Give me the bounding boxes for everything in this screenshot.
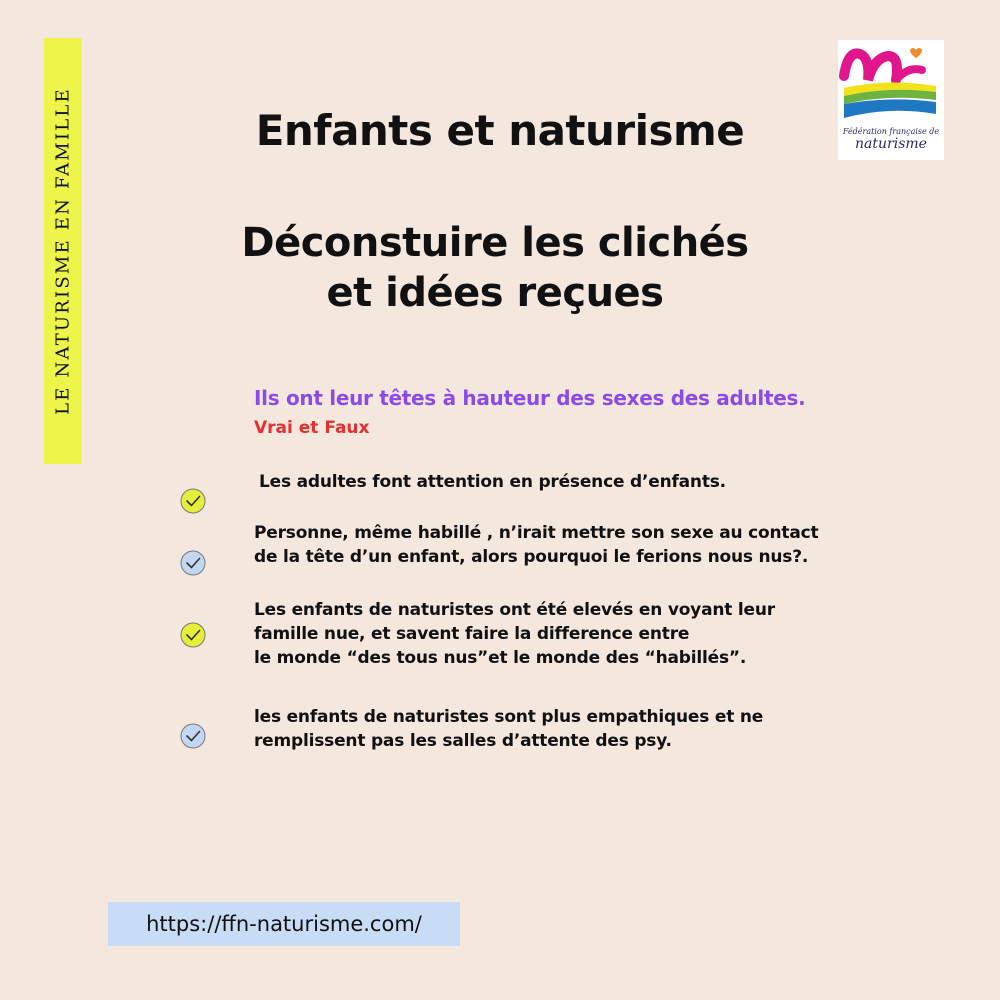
check-icon-circle bbox=[181, 551, 205, 575]
verdict-label: Vrai et Faux bbox=[254, 418, 370, 438]
list-item-line: Les enfants de naturistes ont été elevés en voyant leur bbox=[254, 600, 775, 620]
check-icon-circle bbox=[181, 724, 205, 748]
list-item bbox=[254, 521, 954, 569]
side-tag bbox=[44, 38, 82, 464]
website-url[interactable] bbox=[108, 902, 460, 946]
check-icon bbox=[180, 550, 206, 576]
check-icon bbox=[180, 622, 206, 648]
subtitle-line-1: Déconstuire les clichés bbox=[241, 220, 749, 266]
check-icon bbox=[180, 723, 206, 749]
page-subtitle bbox=[150, 218, 840, 318]
list-item-line: de la tête d’un enfant, alors pourquoi le ferions nous nus?. bbox=[254, 547, 809, 567]
check-icon-circle bbox=[181, 489, 205, 513]
page-title: Enfants et naturisme bbox=[255, 106, 745, 155]
list-item-line: Personne, même habillé , n’irait mettre son sexe au contact bbox=[254, 523, 819, 543]
claim-heading: Ils ont leur têtes à hauteur des sexes des adultes. bbox=[254, 386, 806, 410]
list-item-line: famille nue, et savent faire la difference entre bbox=[254, 624, 690, 644]
list-item-line: les enfants de naturistes sont plus empathiques et ne bbox=[254, 707, 764, 727]
list-item-line: Les adultes font attention en présence d’enfants. bbox=[259, 472, 726, 492]
side-tag-label: LE NATURISME EN FAMILLE bbox=[52, 87, 74, 415]
check-icon-circle bbox=[181, 623, 205, 647]
list-item-line: remplissent pas les salles d’attente des psy. bbox=[254, 731, 672, 751]
check-icon bbox=[180, 488, 206, 514]
list-item bbox=[254, 598, 954, 670]
logo-caption-line2: naturisme bbox=[855, 136, 927, 152]
logo-caption-line1: Fédération française de bbox=[842, 127, 940, 136]
list-item-line: le monde “des tous nus”et le monde des “habillés”. bbox=[254, 648, 747, 668]
list-item bbox=[254, 470, 954, 494]
website-url-text[interactable]: https://ffn-naturisme.com/ bbox=[146, 912, 422, 936]
list-item bbox=[254, 705, 954, 753]
subtitle-line-2: et idées reçues bbox=[326, 270, 664, 316]
